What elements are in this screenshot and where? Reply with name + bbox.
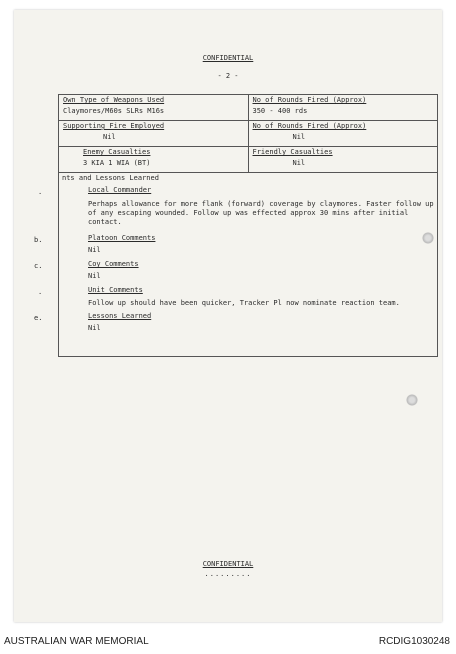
coy-comments-heading: Coy Comments <box>88 260 139 268</box>
unit-comments-heading: Unit Comments <box>88 286 143 294</box>
coy-comments-text: Nil <box>88 272 101 280</box>
platoon-comments-text: Nil <box>88 246 101 254</box>
weapons-used-value: Claymores/M60s SLRs M16s <box>63 107 165 115</box>
supporting-fire-label: Supporting Fire Employed <box>63 122 165 130</box>
table-cell <box>248 95 438 121</box>
item-letter: e. <box>34 314 43 322</box>
table-cell <box>59 147 249 173</box>
table-cell <box>59 121 249 147</box>
lessons-learned-text: Nil <box>88 324 101 332</box>
platoon-comments-heading: Platoon Comments <box>88 234 156 242</box>
support-rounds-label: No of Rounds Fired (Approx) <box>252 122 367 130</box>
table-row <box>59 121 438 147</box>
table-cell <box>59 95 249 121</box>
staple-mark <box>422 232 434 244</box>
supporting-fire-value: Nil <box>103 133 116 141</box>
local-commander-heading: Local Commander <box>88 186 152 194</box>
comments-section-title: nts and Lessons Learned <box>62 174 159 182</box>
staple-mark <box>406 394 418 406</box>
page-number: - 2 - <box>217 72 239 80</box>
enemy-casualties-label: Enemy Casualties <box>83 148 151 156</box>
item-letter: . <box>38 288 43 296</box>
table-row <box>59 95 438 121</box>
rounds-fired-label: No of Rounds Fired (Approx) <box>252 96 367 104</box>
weapons-used-label: Own Type of Weapons Used <box>63 96 165 104</box>
support-rounds-value: Nil <box>292 133 306 141</box>
archive-reference: RCDIG1030248 <box>378 636 450 647</box>
document-page <box>14 10 442 622</box>
rounds-fired-value: 350 - 400 rds <box>252 107 308 115</box>
footer-dots: ......... <box>204 570 252 578</box>
footer-classification: CONFIDENTIAL <box>202 560 254 568</box>
item-letter: c. <box>34 262 43 270</box>
table-row <box>59 147 438 173</box>
table-cell <box>248 121 438 147</box>
weapons-table <box>58 94 438 173</box>
enemy-casualties-value: 3 KIA 1 WIA (BT) <box>83 159 151 167</box>
friendly-casualties-value: Nil <box>292 159 306 167</box>
unit-comments-text: Follow up should have been quicker, Tracker Pl now nominate reaction team. <box>88 299 400 307</box>
friendly-casualties-label: Friendly Casualties <box>252 148 333 156</box>
lessons-learned-heading: Lessons Learned <box>88 312 152 320</box>
item-letter: b. <box>34 236 43 244</box>
header-classification: CONFIDENTIAL <box>202 54 254 62</box>
item-letter: . <box>38 188 43 196</box>
local-commander-text: Perhaps allowance for more flank (forward) coverage by claymores. Faster follow up of any escaping wounded. Follow up was effected approx 30 mins after initial contact. <box>88 200 434 226</box>
archive-credit: AUSTRALIAN WAR MEMORIAL <box>4 636 149 647</box>
table-cell <box>248 147 438 173</box>
